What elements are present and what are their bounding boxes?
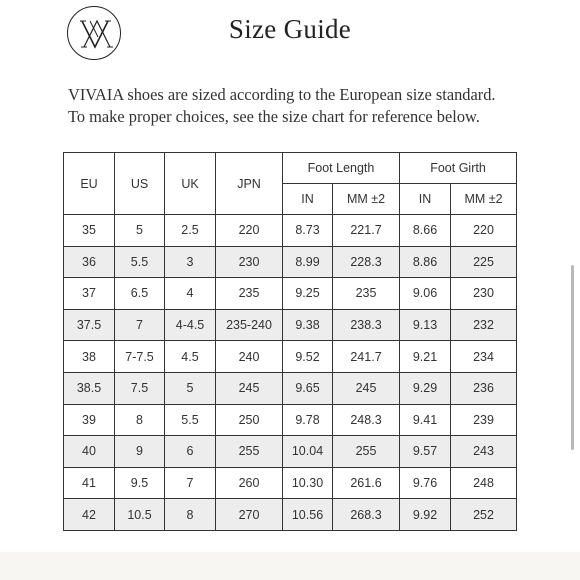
cell-uk: 4.5 <box>165 341 216 373</box>
cell-eu: 38 <box>64 341 115 373</box>
cell-eu: 42 <box>64 499 115 531</box>
cell-us: 5.5 <box>115 246 165 278</box>
cell-us: 10.5 <box>115 499 165 531</box>
cell-length-in: 10.30 <box>283 467 333 499</box>
cell-girth-mm: 239 <box>451 404 517 436</box>
cell-jpn: 260 <box>216 467 283 499</box>
cell-length-mm: 238.3 <box>333 309 400 341</box>
header-length-mm: MM ±2 <box>333 184 400 215</box>
cell-girth-mm: 236 <box>451 372 517 404</box>
cell-girth-in: 8.66 <box>400 215 451 247</box>
cell-girth-mm: 225 <box>451 246 517 278</box>
header-uk: UK <box>165 153 216 215</box>
cell-uk: 7 <box>165 467 216 499</box>
cell-uk: 6 <box>165 436 216 468</box>
vertical-scrollbar[interactable] <box>571 265 574 450</box>
cell-length-mm: 235 <box>333 278 400 310</box>
cell-eu: 35 <box>64 215 115 247</box>
cell-jpn: 270 <box>216 499 283 531</box>
cell-eu: 41 <box>64 467 115 499</box>
cell-us: 5 <box>115 215 165 247</box>
cell-jpn: 250 <box>216 404 283 436</box>
cell-length-in: 9.52 <box>283 341 333 373</box>
cell-girth-in: 9.06 <box>400 278 451 310</box>
table-row <box>64 278 517 310</box>
table-row <box>64 215 517 247</box>
cell-length-in: 8.73 <box>283 215 333 247</box>
cell-us: 9 <box>115 436 165 468</box>
cell-length-in: 9.65 <box>283 372 333 404</box>
cell-girth-mm: 234 <box>451 341 517 373</box>
cell-girth-in: 9.92 <box>400 499 451 531</box>
intro-line-2: To make proper choices, see the size chart for reference below. <box>68 107 480 126</box>
cell-uk: 3 <box>165 246 216 278</box>
cell-length-in: 9.25 <box>283 278 333 310</box>
cell-length-mm: 221.7 <box>333 215 400 247</box>
cell-girth-mm: 252 <box>451 499 517 531</box>
cell-eu: 40 <box>64 436 115 468</box>
cell-us: 7 <box>115 309 165 341</box>
cell-uk: 8 <box>165 499 216 531</box>
page-bottom-edge <box>0 552 580 580</box>
table-row <box>64 436 517 468</box>
header-foot-girth: Foot Girth <box>400 153 517 184</box>
cell-length-mm: 241.7 <box>333 341 400 373</box>
cell-girth-in: 8.86 <box>400 246 451 278</box>
cell-jpn: 235 <box>216 278 283 310</box>
header-jpn: JPN <box>216 153 283 215</box>
cell-girth-in: 9.21 <box>400 341 451 373</box>
header-us: US <box>115 153 165 215</box>
table-row <box>64 499 517 531</box>
cell-length-in: 8.99 <box>283 246 333 278</box>
cell-length-mm: 261.6 <box>333 467 400 499</box>
cell-uk: 4 <box>165 278 216 310</box>
cell-jpn: 245 <box>216 372 283 404</box>
cell-us: 8 <box>115 404 165 436</box>
cell-jpn: 235-240 <box>216 309 283 341</box>
cell-eu: 37.5 <box>64 309 115 341</box>
cell-girth-mm: 230 <box>451 278 517 310</box>
cell-length-in: 10.56 <box>283 499 333 531</box>
cell-uk: 5.5 <box>165 404 216 436</box>
cell-length-mm: 245 <box>333 372 400 404</box>
cell-us: 7-7.5 <box>115 341 165 373</box>
intro-text <box>68 84 548 128</box>
cell-girth-in: 9.13 <box>400 309 451 341</box>
cell-length-mm: 228.3 <box>333 246 400 278</box>
cell-eu: 37 <box>64 278 115 310</box>
table-row <box>64 372 517 404</box>
header-eu: EU <box>64 153 115 215</box>
cell-us: 9.5 <box>115 467 165 499</box>
table-row <box>64 341 517 373</box>
header-foot-length: Foot Length <box>283 153 400 184</box>
cell-girth-in: 9.57 <box>400 436 451 468</box>
cell-jpn: 220 <box>216 215 283 247</box>
cell-length-mm: 255 <box>333 436 400 468</box>
table-row <box>64 246 517 278</box>
cell-girth-in: 9.41 <box>400 404 451 436</box>
table-row <box>64 309 517 341</box>
cell-uk: 2.5 <box>165 215 216 247</box>
cell-jpn: 255 <box>216 436 283 468</box>
header-length-in: IN <box>283 184 333 215</box>
page-title: Size Guide <box>228 14 352 44</box>
cell-girth-mm: 220 <box>451 215 517 247</box>
cell-girth-mm: 248 <box>451 467 517 499</box>
cell-eu: 38.5 <box>64 372 115 404</box>
cell-uk: 5 <box>165 372 216 404</box>
intro-line-1: VIVAIA shoes are sized according to the European size standard. <box>68 85 496 104</box>
cell-jpn: 240 <box>216 341 283 373</box>
cell-eu: 36 <box>64 246 115 278</box>
cell-us: 7.5 <box>115 372 165 404</box>
table-row <box>64 404 517 436</box>
size-table-body <box>64 215 517 531</box>
cell-length-in: 9.38 <box>283 309 333 341</box>
cell-girth-in: 9.76 <box>400 467 451 499</box>
cell-uk: 4-4.5 <box>165 309 216 341</box>
cell-girth-mm: 232 <box>451 309 517 341</box>
cell-us: 6.5 <box>115 278 165 310</box>
cell-jpn: 230 <box>216 246 283 278</box>
cell-length-mm: 248.3 <box>333 404 400 436</box>
header-girth-in: IN <box>400 184 451 215</box>
cell-eu: 39 <box>64 404 115 436</box>
cell-length-in: 9.78 <box>283 404 333 436</box>
cell-length-in: 10.04 <box>283 436 333 468</box>
cell-girth-mm: 243 <box>451 436 517 468</box>
size-chart-table <box>63 152 517 531</box>
cell-girth-in: 9.29 <box>400 372 451 404</box>
cell-length-mm: 268.3 <box>333 499 400 531</box>
header-girth-mm: MM ±2 <box>451 184 517 215</box>
table-row <box>64 467 517 499</box>
